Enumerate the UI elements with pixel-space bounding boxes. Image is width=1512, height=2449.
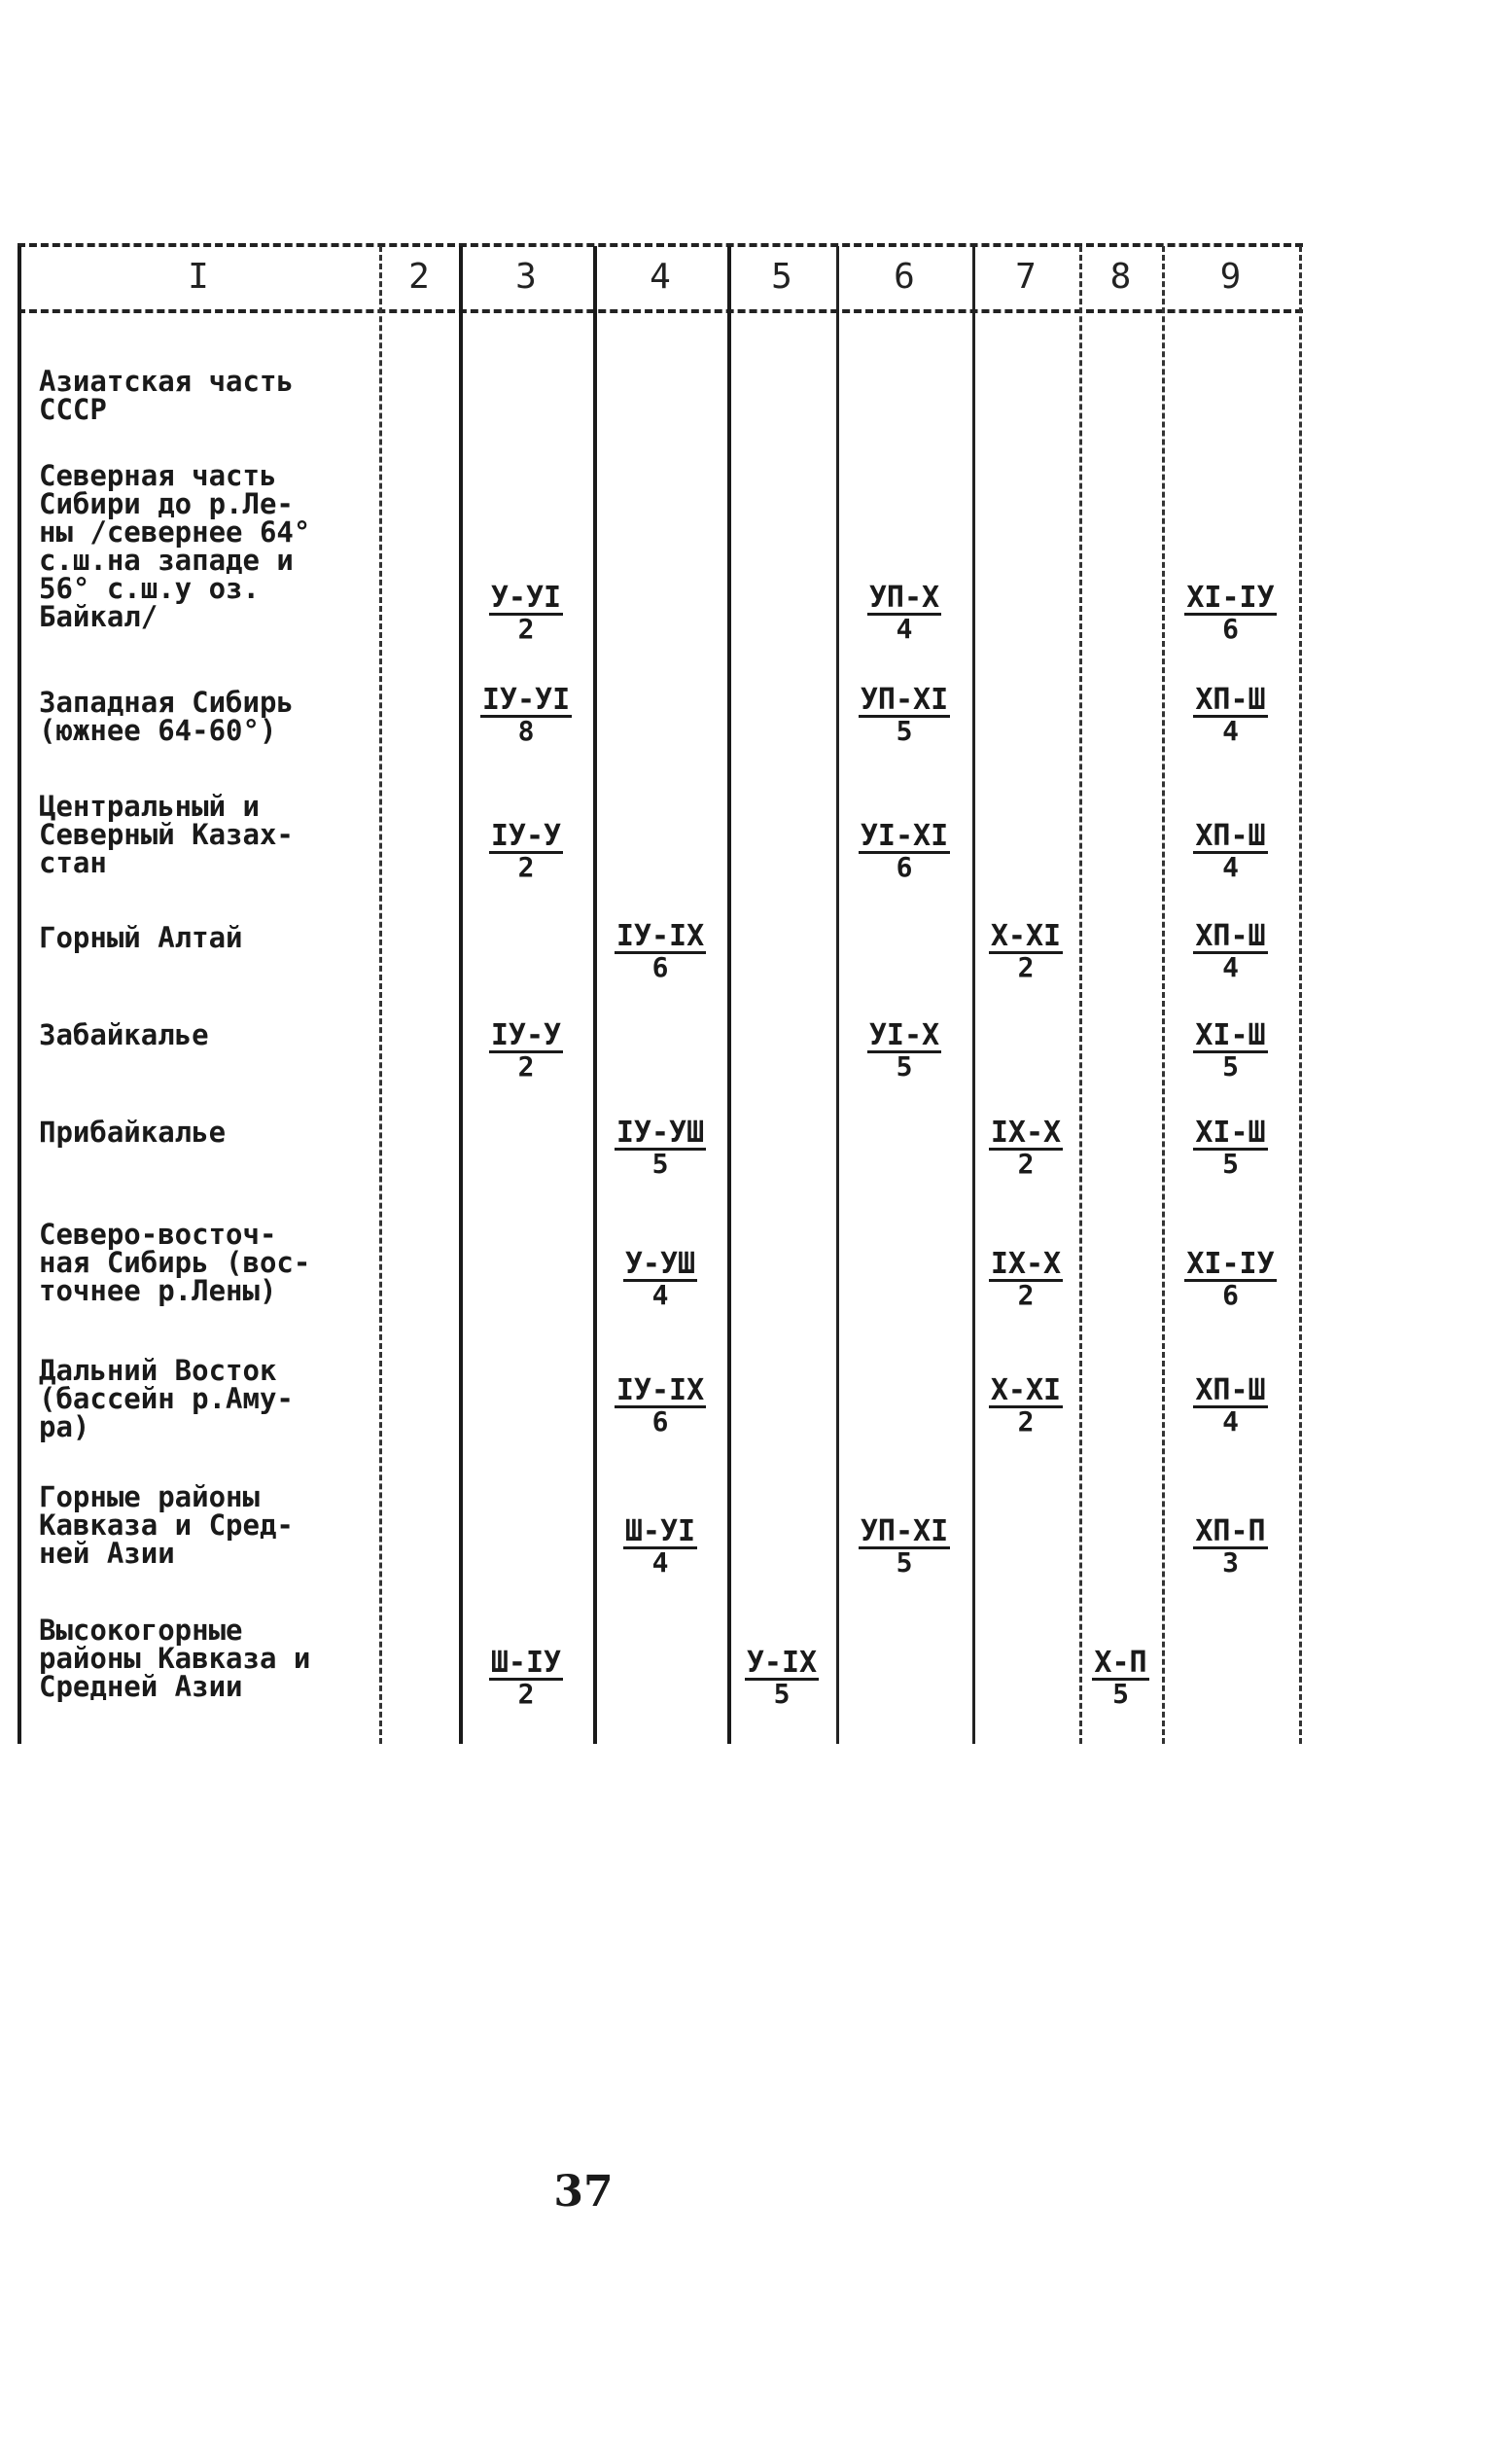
period-months: Ш-IУ — [490, 1646, 562, 1680]
period-cell-col-3 — [459, 1646, 593, 1710]
period-cell-col-9 — [1162, 1018, 1299, 1083]
period-duration: 5 — [896, 1546, 913, 1579]
row-label-line: стан — [39, 846, 107, 879]
column-divider — [1079, 246, 1082, 1744]
period-duration: 4 — [1222, 1405, 1239, 1437]
column-divider — [972, 246, 975, 1744]
period-months: ХП-Ш — [1195, 1373, 1266, 1407]
row-label-line: Высокогорные — [39, 1614, 243, 1647]
period-duration: 5 — [1112, 1678, 1129, 1710]
period-months: ХI-IУ — [1186, 1247, 1275, 1281]
column-header-1: I — [188, 257, 209, 297]
row-label-line: Центральный и — [39, 790, 260, 823]
period-months: ХП-П — [1195, 1514, 1266, 1548]
row-label-line: (южнее 64-60°) — [39, 714, 277, 747]
period-months: УI-Х — [868, 1018, 940, 1052]
row-label-line: ней Азии — [39, 1537, 175, 1570]
period-cell-col-9 — [1162, 1373, 1299, 1437]
row-label — [39, 459, 350, 633]
period-cell-col-7 — [972, 1118, 1079, 1178]
row-label — [39, 1616, 350, 1701]
period-duration: 5 — [896, 715, 913, 747]
period-duration: 2 — [1017, 1279, 1035, 1311]
period-cell-col-3 — [459, 683, 593, 747]
period-duration: 6 — [651, 1405, 669, 1437]
period-months: ХП-Ш — [1195, 683, 1266, 717]
period-months: УП-ХI — [860, 683, 949, 717]
row-label — [39, 1354, 350, 1443]
period-months: Х-ХI — [990, 1373, 1062, 1407]
period-duration: 2 — [517, 851, 535, 883]
row-label-line: Горные районы — [39, 1480, 260, 1513]
period-duration: 4 — [1222, 715, 1239, 747]
period-cell-col-9 — [1162, 1514, 1299, 1579]
row-label — [39, 1118, 350, 1147]
period-cell-col-6 — [836, 683, 972, 747]
row-label-line: СССР — [39, 393, 107, 426]
period-months: IУ-IХ — [615, 1373, 705, 1407]
period-duration: 6 — [896, 851, 913, 883]
period-months: УП-Х — [868, 581, 940, 615]
period-duration: 2 — [517, 1678, 535, 1710]
row-label-line: с.ш.на западе и — [39, 544, 294, 577]
row-label-line: Северная часть — [39, 459, 277, 492]
period-duration: 6 — [1222, 1279, 1239, 1311]
period-months: IХ-Х — [990, 1247, 1062, 1281]
row-label-line: точнее р.Лены) — [39, 1274, 277, 1307]
period-duration: 4 — [1222, 851, 1239, 883]
period-cell-col-6 — [836, 1018, 972, 1083]
period-months: ХП-Ш — [1195, 819, 1266, 853]
row-label-line: Западная Сибирь — [39, 686, 294, 719]
column-header-6: 6 — [894, 257, 915, 297]
row-label-line: 56° с.ш.у оз. — [39, 572, 260, 605]
period-cell-col-8 — [1079, 1646, 1162, 1710]
row-label — [39, 790, 350, 879]
period-duration: 2 — [1017, 1148, 1035, 1180]
period-cell-col-4 — [593, 1118, 727, 1178]
period-months: IХ-Х — [990, 1116, 1062, 1150]
period-months: ХП-Ш — [1195, 919, 1266, 953]
period-months: УI-ХI — [860, 819, 949, 853]
page-number: 37 — [553, 2167, 614, 2217]
column-header-3: 3 — [515, 257, 537, 297]
period-months: УП-ХI — [860, 1514, 949, 1548]
period-months: IУ-УШ — [615, 1116, 705, 1150]
row-label-line: районы Кавказа и — [39, 1642, 311, 1675]
period-cell-col-7 — [972, 1373, 1079, 1437]
period-cell-col-7 — [972, 1247, 1079, 1311]
row-label-line: Байкал/ — [39, 600, 158, 633]
row-label-line: Прибайкалье — [39, 1116, 227, 1149]
column-divider — [727, 246, 731, 1744]
period-cell-col-4 — [593, 919, 727, 983]
row-label-line: ны /севернее 64° — [39, 515, 311, 549]
period-cell-col-9 — [1162, 1118, 1299, 1178]
period-months: Ш-УI — [624, 1514, 696, 1548]
column-header-5: 5 — [771, 257, 792, 297]
column-divider — [18, 246, 21, 1744]
column-divider — [1299, 246, 1302, 1744]
period-cell-col-7 — [972, 919, 1079, 983]
row-label-line: Горный Алтай — [39, 921, 243, 954]
period-duration: 5 — [651, 1148, 669, 1180]
row-label-line: Сибири до р.Ле- — [39, 487, 294, 520]
column-header-7: 7 — [1015, 257, 1037, 297]
period-months: У-IХ — [746, 1646, 818, 1680]
column-header-4: 4 — [650, 257, 671, 297]
period-cell-col-4 — [593, 1514, 727, 1579]
column-header-2: 2 — [408, 257, 430, 297]
row-label — [39, 1218, 350, 1307]
period-cell-col-4 — [593, 1373, 727, 1437]
row-label-line: (бассейн р.Аму- — [39, 1382, 294, 1415]
period-duration: 2 — [517, 1050, 535, 1083]
period-cell-col-9 — [1162, 819, 1299, 883]
period-cell-col-9 — [1162, 581, 1299, 645]
period-duration: 5 — [1222, 1050, 1239, 1083]
period-cell-col-6 — [836, 819, 972, 883]
row-label — [39, 1018, 350, 1051]
table-top-rule — [18, 243, 1303, 247]
period-months: ХI-IУ — [1186, 581, 1275, 615]
row-label-line: ная Сибирь (вос- — [39, 1246, 311, 1279]
period-cell-col-3 — [459, 581, 593, 645]
period-months: IУ-УI — [481, 683, 571, 717]
column-header-8: 8 — [1109, 257, 1132, 297]
column-header-9: 9 — [1219, 257, 1242, 297]
period-months: У-УШ — [624, 1247, 696, 1281]
period-duration: 4 — [651, 1546, 669, 1579]
period-duration: 6 — [1222, 613, 1239, 645]
row-label-line: Забайкалье — [39, 1018, 209, 1051]
period-duration: 4 — [896, 613, 913, 645]
period-cell-col-9 — [1162, 683, 1299, 747]
row-label-line: Кавказа и Сред- — [39, 1508, 294, 1542]
header-bottom-rule — [18, 309, 1303, 313]
row-label — [39, 1480, 350, 1570]
period-duration: 8 — [517, 715, 535, 747]
period-months: ХI-Ш — [1195, 1116, 1266, 1150]
row-label-line: ра) — [39, 1410, 90, 1443]
period-duration: 3 — [1222, 1546, 1239, 1579]
row-label-line: Азиатская часть — [39, 365, 294, 398]
period-duration: 5 — [773, 1678, 791, 1710]
period-duration: 4 — [651, 1279, 669, 1311]
row-label-line: Северо-восточ- — [39, 1218, 277, 1251]
period-months: ХI-Ш — [1195, 1018, 1266, 1052]
period-duration: 5 — [1222, 1148, 1239, 1180]
period-duration: 2 — [1017, 1405, 1035, 1437]
column-divider — [379, 246, 382, 1744]
period-cell-col-9 — [1162, 1247, 1299, 1311]
period-cell-col-9 — [1162, 919, 1299, 983]
period-months: Х-ХI — [990, 919, 1062, 953]
period-cell-col-3 — [459, 1018, 593, 1083]
row-label-line: Средней Азии — [39, 1670, 243, 1703]
period-months: IУ-IХ — [615, 919, 705, 953]
row-label — [39, 365, 350, 426]
period-duration: 4 — [1222, 951, 1239, 983]
period-cell-col-6 — [836, 1514, 972, 1579]
period-months: У-УI — [490, 581, 562, 615]
period-cell-col-3 — [459, 819, 593, 883]
period-cell-col-5 — [727, 1646, 836, 1710]
period-cell-col-6 — [836, 581, 972, 645]
period-duration: 6 — [651, 951, 669, 983]
column-divider — [459, 246, 463, 1744]
row-label — [39, 921, 350, 954]
period-months: Х-П — [1094, 1646, 1147, 1680]
row-label-line: Дальний Восток — [39, 1354, 277, 1387]
row-label-line: Северный Казах- — [39, 818, 294, 851]
row-label — [39, 686, 350, 747]
period-duration: 5 — [896, 1050, 913, 1083]
period-months: IУ-У — [490, 1018, 562, 1052]
period-duration: 2 — [517, 613, 535, 645]
period-duration: 2 — [1017, 951, 1035, 983]
period-cell-col-4 — [593, 1247, 727, 1311]
period-months: IУ-У — [490, 819, 562, 853]
